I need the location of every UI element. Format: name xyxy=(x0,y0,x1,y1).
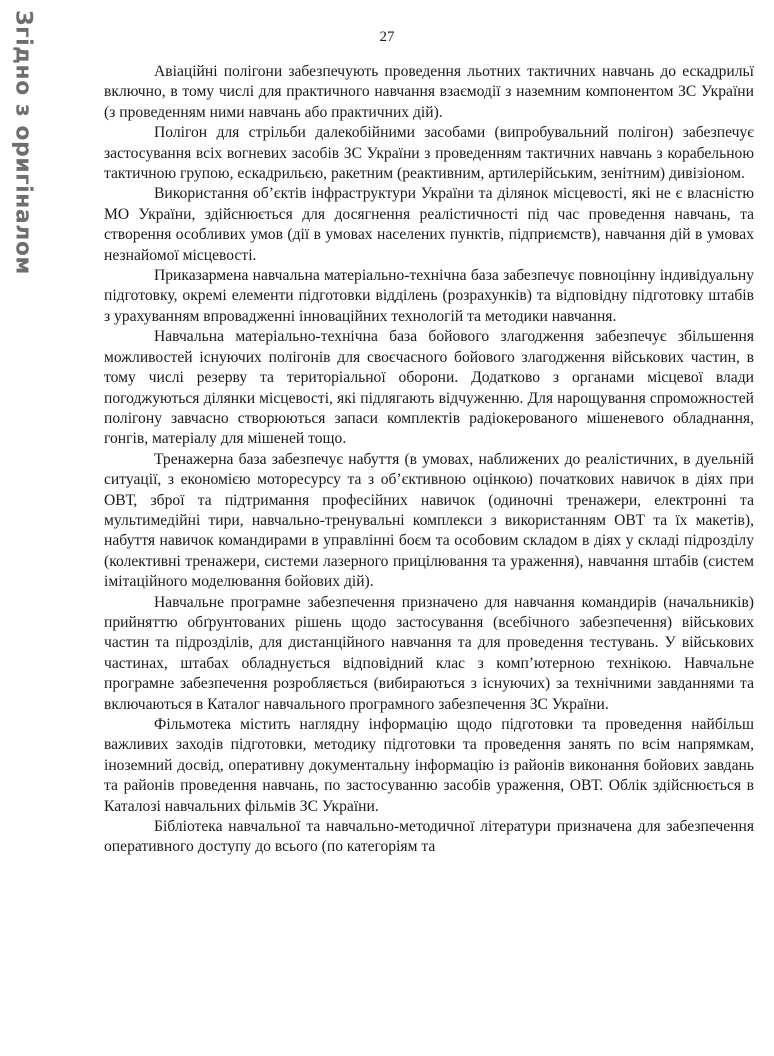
stamp-text: Згідно з оригіналом xyxy=(10,10,36,275)
paragraph-combat-coordination-base: Навчальна матеріально-технічна база бойового злагодження забезпечує збільшення можливостей існуючих полігонів для своєчасного бойового злагодження військових частин, в тому числі резерву та територіальної оборони. Додатково з органами місцевої влади погоджуються ділянки місцевості, які підлягають відчуженню. Для нарощування спроможностей полігону завчасно створюються запаси комплектів радіокерованого мішеневого обладнання, гонгів, матеріалу для мішеней тощо. xyxy=(104,328,754,448)
document-body xyxy=(104,62,754,858)
paragraph-simulator-base: Тренажерна база забезпечує набуття (в умовах, наближених до реалістичних, в дуельній ситуації, з економією моторесурсу та з об’єктивною оцінкою) початкових навичок в діях при ОВТ, зброї та підтримання професійних навичок (одиночні тренажери, електронні та мультимедійні тири, навчально-тренувальні комплекси з використанням ОВТ та їх макетів), набуття навичок командирами в управлінні боєм та особовим складом в діях у складі підрозділу (колективні тренажери, системи лазерного прицілювання та ураження), навчання штабів (систем імітаційного моделювання бойових дій). xyxy=(104,450,754,591)
paragraph-infrastructure-use: Використання об’єктів інфраструктури України та ділянок місцевості, які не є власністю МО України, здійснюється для досягнення реалістичності під час проведення навчань, та створення особливих умов (дії в умовах населених пунктів, підприємств), навчання дій в умовах незнайомої місцевості. xyxy=(104,185,754,264)
paragraph-training-software: Навчальне програмне забезпечення призначено для навчання командирів (начальників) прийняттю обґрунтованих рішень щодо застосування (всебічного забезпечення) військових частин та підрозділів, для дистанційного навчання та для проведення тестувань. У військових частинах, штабах обладнується відповідний клас з комп’ютерною технікою. Навчальне програмне забезпечення розробляється (вибираються з існуючих) за технічними завданнями та включаються в Каталог навчального програмного забезпечення ЗС України. xyxy=(104,593,754,713)
paragraph-long-range-range: Полігон для стрільби далекобійними засобами (випробувальний полігон) забезпечує застосування всіх вогневих засобів ЗС України з проведенням тактичних навчань з корабельною тактичною групою, ескадрильєю, ракетним (реактивним, артилерійським, зенітним) дивізіоном. xyxy=(104,124,754,183)
paragraph-library: Бібліотека навчальної та навчально-методичної літератури призначена для забезпечення оперативного доступу до всього (по категоріям та xyxy=(104,818,754,856)
paragraph-barracks-base: Приказармена навчальна матеріально-технічна база забезпечує повноцінну індивідуальну підготовку, окремі елементи підготовки відділень (розрахунків) та відповідну підготовку штабів з урахуванням впровадженні інноваційних технологій та методики навчання. xyxy=(104,267,754,325)
paragraph-film-library: Фільмотека містить наглядну інформацію щодо підготовки та проведення найбільш важливих заходів підготовки, методику підготовки та проведення занять по всім напрямкам, іноземний досвід, оперативну документальну інформацію із районів виконання бойових завдань та районів проведення навчань, по застосуванню засобів ураження, ОВТ. Облік здійснюється в Каталозі навчальних фільмів ЗС України. xyxy=(104,716,754,815)
paragraph-aviation-ranges: Авіаційні полігони забезпечують проведення льотних тактичних навчань до ескадрильї включно, в тому числі для практичного навчання взаємодії з наземним компонентом ЗС України (з проведенням ними навчань або практичних дій). xyxy=(104,63,754,121)
certification-stamp xyxy=(8,10,38,340)
page-number: 27 xyxy=(379,29,395,45)
